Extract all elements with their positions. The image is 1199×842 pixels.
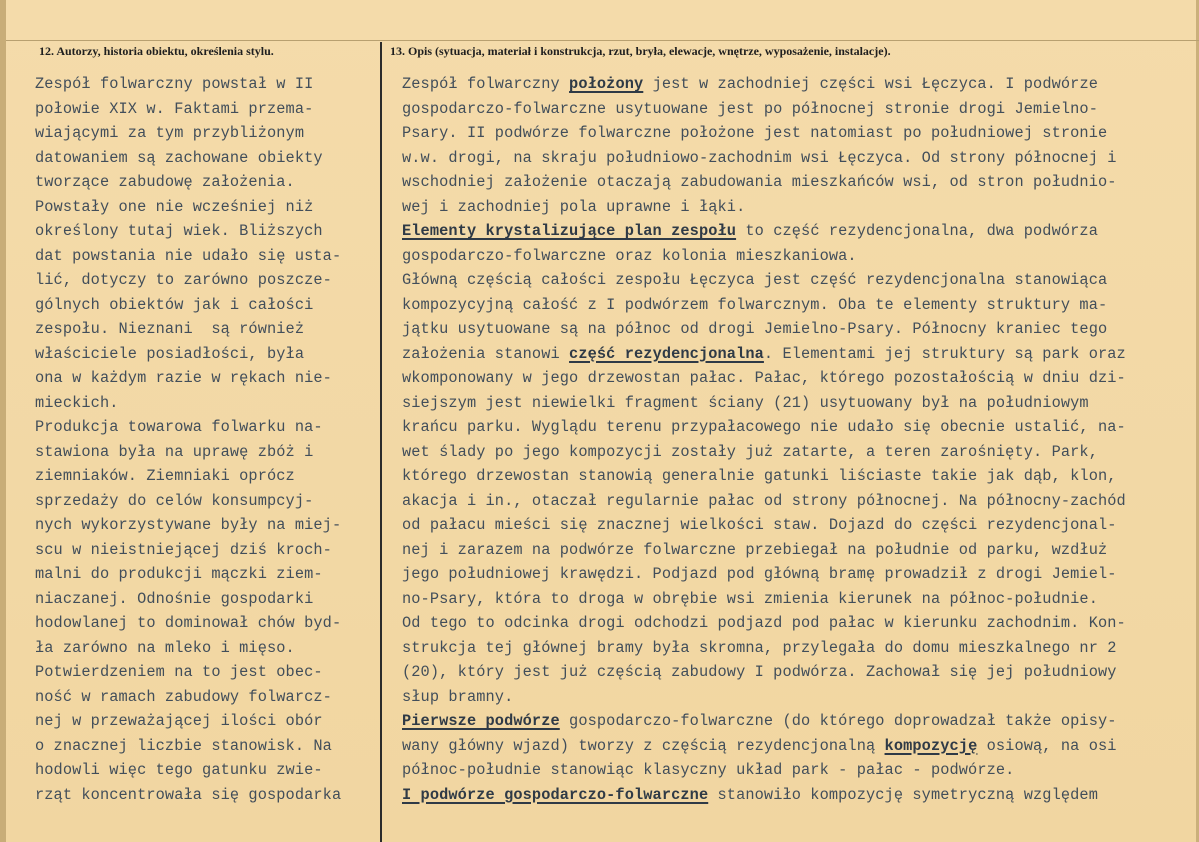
text-segment: północ-południe stanowiąc klasyczny układ park - pałac - podwórze. <box>402 761 1015 779</box>
text-segment: stanowiło kompozycję symetryczną względem <box>708 785 1098 804</box>
text-segment: Psary. II podwórze folwarczne położone jest natomiast po południowej stronie <box>402 124 1108 142</box>
text-line: zespołu. Nieznani są również <box>35 320 305 338</box>
text-line: określony tutaj wiek. Bliższych <box>35 222 323 240</box>
text-line: datowaniem są zachowane obiekty <box>35 148 323 167</box>
text-line <box>402 611 1192 636</box>
text-line: lić, dotyczy to zarówno poszcze- <box>35 271 332 289</box>
text-line <box>402 440 1192 465</box>
text-line: połowie XIX w. Faktami przema- <box>35 99 314 118</box>
text-segment: . Elementami jej struktury są park oraz <box>763 344 1126 363</box>
text-line: tworzące zabudowę założenia. <box>35 173 295 191</box>
text-line <box>402 97 1192 122</box>
text-line <box>402 244 1192 269</box>
text-line: Zespół folwarczny powstał w II <box>35 75 314 93</box>
text-line: Powstały one nie wcześniej niż <box>35 197 314 216</box>
text-line: ła zarówno na mleko i mięso. <box>35 638 295 657</box>
text-segment: od pałacu mieści się znacznej wielkości staw. Dojazd do części rezydencjonal- <box>402 516 1117 534</box>
text-line: hodowlanej to dominował chów byd- <box>35 614 342 632</box>
text-segment: akacja i in., otaczał regularnie pałac od strony północnej. Na północny-zachód <box>402 491 1126 510</box>
text-segment: wej i zachodniej pola uprawne i łąki. <box>402 197 746 216</box>
text-segment: strukcja tej głównej bramy była skromna, przylegała do domu mieszkalnego nr 2 <box>402 638 1117 657</box>
text-segment: którego drzewostan stanowią generalnie gatunki liściaste takie jak dąb, klon, <box>402 467 1117 485</box>
text-line: scu w nieistniejącej dziś kroch- <box>35 540 332 559</box>
text-segment: jego południowej krawędzi. Podjazd pod główną bramę prowadził z drogi Jemiel- <box>402 565 1117 583</box>
text-line <box>402 660 1192 685</box>
text-line <box>402 146 1192 171</box>
text-segment: jest w zachodniej części wsi Łęczyca. I podwórze <box>643 75 1098 93</box>
text-segment: wany główny wjazd) tworzy z częścią rezydencjonalną <box>402 736 885 755</box>
text-line <box>402 685 1192 710</box>
underlined-term: Pierwsze podwórze <box>402 712 560 730</box>
text-line <box>402 391 1192 416</box>
text-line: mieckich. <box>35 393 119 412</box>
text-line <box>402 342 1192 367</box>
underlined-term: położony <box>569 75 644 93</box>
text-segment: gospodarczo-folwarczne oraz kolonia mieszkaniowa. <box>402 246 857 265</box>
text-segment: siejszym jest niewielki fragment ściany (21) usytuowany był na południowym <box>402 393 1089 412</box>
description-column <box>402 72 1192 807</box>
text-segment: gospodarczo-folwarczne (do którego doprowadzał także opisy- <box>559 712 1117 730</box>
text-segment: jątku usytuowane są na północ od drogi Jemielno-Psary. Północny kraniec tego <box>402 320 1108 338</box>
text-segment: Zespół folwarczny <box>402 75 570 93</box>
text-segment: wet ślady po jego kompozycji zostały już zatarte, a teren zarośnięty. Park, <box>402 442 1098 461</box>
column-divider <box>380 42 382 842</box>
text-segment: Główną częścią całości zespołu Łęczyca jest część rezydencjonalna stanowiąca <box>402 271 1108 289</box>
text-line <box>402 562 1192 587</box>
text-line: gólnych obiektów jak i całości <box>35 295 314 314</box>
text-line <box>402 293 1192 318</box>
text-line: stawiona była na uprawę zbóż i <box>35 442 314 461</box>
text-line: właściciele posiadłości, była <box>35 344 305 363</box>
text-line <box>402 709 1192 734</box>
text-line <box>402 366 1192 391</box>
text-segment: krańcu parku. Wyglądu terenu przypałacowego nie udało się obecnie ustalić, na- <box>402 418 1126 436</box>
text-line <box>402 72 1192 97</box>
text-segment: słup bramny. <box>402 687 514 706</box>
text-line: ziemniaków. Ziemniaki oprócz <box>35 467 295 485</box>
text-line: sprzedaży do celów konsumpcyj- <box>35 491 314 510</box>
text-segment: wschodniej założenie otaczają zabudowania mieszkańców wsi, od stron południo- <box>402 173 1117 191</box>
text-line: niaczanej. Odnośnie gospodarki <box>35 589 314 608</box>
text-line <box>402 219 1192 244</box>
text-line <box>402 464 1192 489</box>
text-line: dat powstania nie udało się usta- <box>35 246 342 265</box>
text-segment: to część rezydencjonalna, dwa podwórza <box>736 222 1098 240</box>
text-line <box>402 758 1192 783</box>
text-line <box>402 317 1192 342</box>
text-line: ona w każdym razie w rękach nie- <box>35 369 332 387</box>
underlined-term: część rezydencjonalna <box>569 344 764 363</box>
text-line: Potwierdzeniem na to jest obec- <box>35 663 323 681</box>
text-line <box>402 170 1192 195</box>
text-line <box>402 587 1192 612</box>
underlined-term: Elementy krystalizujące plan zespołu <box>402 222 737 240</box>
text-segment: gospodarczo-folwarczne usytuowane jest po północnej stronie drogi Jemielno- <box>402 99 1098 118</box>
text-line: o znacznej liczbie stanowisk. Na <box>35 736 332 755</box>
text-segment: w.w. drogi, na skraju południowo-zachodnim wsi Łęczyca. Od strony północnej i <box>402 148 1117 167</box>
text-segment: no-Psary, która to droga w obrębie wsi zmienia kierunek na północ-południe. <box>402 589 1098 608</box>
text-line <box>402 489 1192 514</box>
text-line <box>402 121 1192 146</box>
text-line: wiającymi za tym przybliżonym <box>35 124 305 142</box>
text-line <box>402 513 1192 538</box>
text-line <box>402 415 1192 440</box>
text-segment: wkomponowany w jego drzewostan pałac. Pałac, którego pozostałością w dniu dzi- <box>402 369 1126 387</box>
text-line: nych wykorzystywane były na miej- <box>35 516 342 534</box>
section-12-heading: 12. Autorzy, historia obiektu, określenia stylu. <box>39 44 274 58</box>
text-segment: osiową, na osi <box>977 736 1117 755</box>
underlined-term: I podwórze gospodarczo-folwarczne <box>402 785 709 804</box>
text-line: hodowli więc tego gatunku zwie- <box>35 761 323 779</box>
history-column <box>35 72 370 807</box>
text-segment: kompozycyjną całość z I podwórzem folwarcznym. Oba te elementy struktury ma- <box>402 295 1108 314</box>
text-line <box>402 734 1192 759</box>
text-line <box>402 783 1192 808</box>
text-line: malni do produkcji mączki ziem- <box>35 565 323 583</box>
text-line: ność w ramach zabudowy folwarcz- <box>35 687 332 706</box>
text-line <box>402 636 1192 661</box>
text-line: rząt koncentrowała się gospodarka <box>35 785 342 804</box>
text-line <box>402 538 1192 563</box>
text-segment: Od tego to odcinka drogi odchodzi podjazd pod pałac w kierunku zachodnim. Kon- <box>402 614 1126 632</box>
section-13-heading: 13. Opis (sytuacja, materiał i konstrukcja, rzut, bryła, elewacje, wnętrze, wyposażenie, instalacje). <box>390 44 891 58</box>
text-line <box>402 268 1192 293</box>
header-rule <box>6 40 1199 41</box>
text-line: nej w przeważającej ilości obór <box>35 712 323 730</box>
text-segment: nej i zarazem na podwórze folwarczne przebiegał na południe od parku, wzdłuż <box>402 540 1108 559</box>
text-line: Produkcja towarowa folwarku na- <box>35 418 323 436</box>
text-segment: założenia stanowi <box>402 344 570 363</box>
underlined-term: kompozycję <box>884 736 978 755</box>
text-line <box>402 195 1192 220</box>
text-segment: (20), który jest już częścią zabudowy I podwórza. Zachował się jej południowy <box>402 663 1117 681</box>
